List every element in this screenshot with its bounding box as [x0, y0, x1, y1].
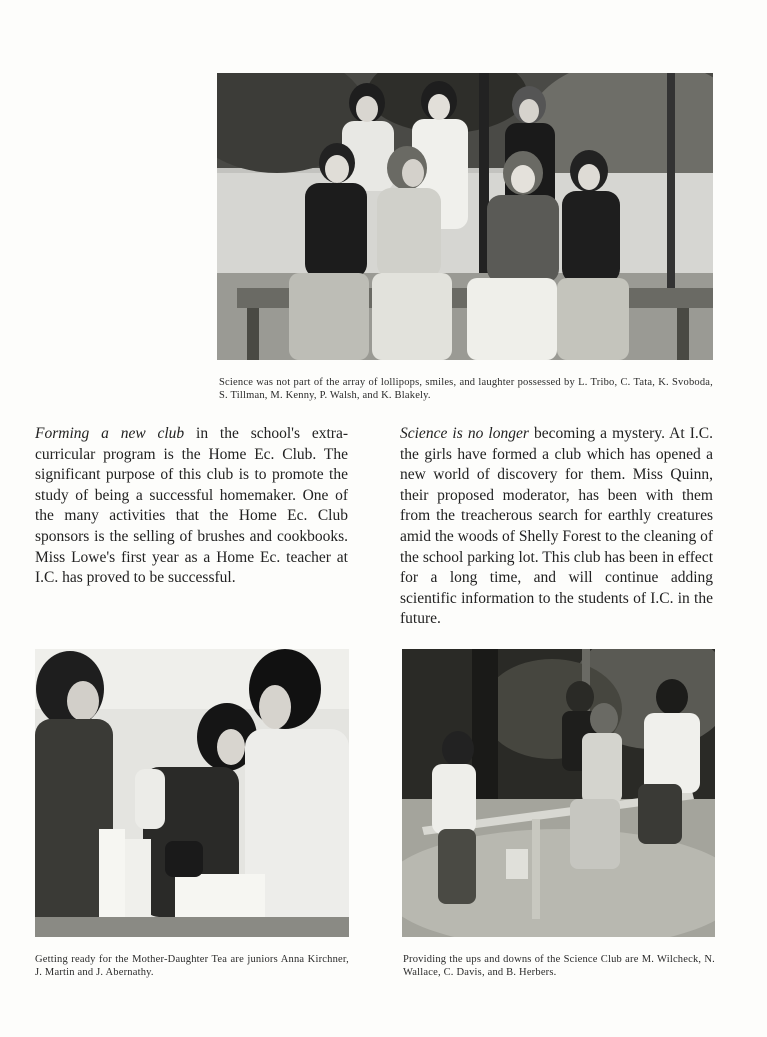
home-ec-article-lead: Forming a new club: [35, 425, 185, 442]
science-article-lead: Science is no longer: [400, 425, 529, 442]
home-ec-article-body: in the school's extra-curricular program is the Home Ec. Club. The significant purpose of this club is to promote the study of being a successful homemaker. One of the many activities that the Home Ec. Club sponsors is the selling of brushes and cookbooks. Miss Lowe's first year as a Home Ec. teacher at I.C. has proved to be successful.: [35, 425, 348, 587]
tea-photo-image: [35, 649, 349, 937]
top-photo-caption: Science was not part of the array of lollipops, smiles, and laughter possessed by L. Tribo, C. Tata, K. Svoboda, S. Tillman, M. Kenny, P. Walsh, and K. Blakely.: [219, 377, 713, 401]
science-club-article: [400, 424, 713, 630]
home-ec-club-article: [35, 424, 348, 589]
bottom-left-photo: [35, 649, 349, 937]
bottom-right-photo: [402, 649, 715, 937]
bottom-left-photo-caption: Getting ready for the Mother-Daughter Tea are juniors Anna Kirchner, J. Martin and J. Abernathy.: [35, 954, 349, 978]
top-photo: [217, 73, 713, 360]
top-photo-image: [217, 73, 713, 360]
science-article-body: becoming a mystery. At I.C. the girls have formed a club which has opened a new world of discovery for them. Miss Quinn, their proposed moderator, has been with them from the treacherous search for earthly creatures amid the woods of Shelly Forest to the cleaning of the school parking lot. This club has been in effect for a long time, and will continue adding scientific information to the students of I.C. in the future.: [400, 425, 714, 628]
bottom-right-photo-caption: Providing the ups and downs of the Science Club are M. Wilcheck, N. Wallace, C. Davis, and B. Herbers.: [403, 954, 715, 978]
seesaw-photo-image: [402, 649, 715, 937]
